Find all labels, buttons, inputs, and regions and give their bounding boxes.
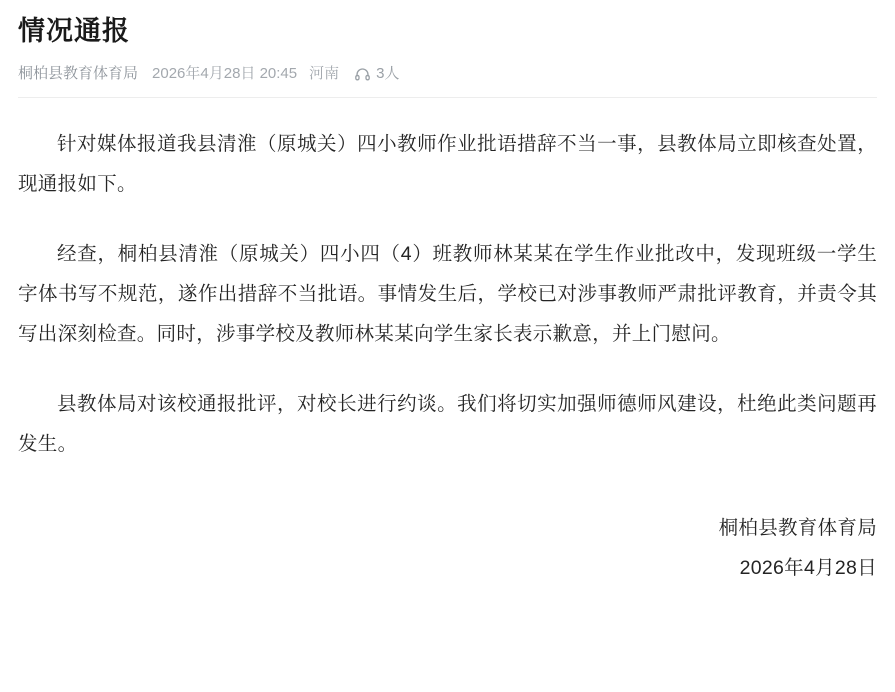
article-page <box>0 11 895 692</box>
paragraph: 县教体局对该校通报批评，对校长进行约谈。我们将切实加强师德师风建设，杜绝此类问题再发生。 <box>18 393 877 455</box>
signature-date: 2026年4月28日 <box>739 557 877 579</box>
page-title: 情况通报 <box>18 16 130 46</box>
paragraph: 经查，桐柏县清淮（原城关）四小四（4）班教师林某某在学生作业批改中，发现班级一学生字体书写不规范，遂作出措辞不当批语。事情发生后，学校已对涉事教师严肃批评教育，并责令其写出深刻检查。同时，涉事学校及教师林某某向学生家长表示歉意，并上门慰问。 <box>18 243 877 345</box>
header-divider <box>18 97 877 98</box>
listen-count: 3人 <box>376 65 400 82</box>
article-meta <box>18 62 877 83</box>
headphone-icon <box>355 67 371 81</box>
listen-control[interactable] <box>355 62 399 83</box>
meta-source: 桐柏县教育体育局 <box>18 65 139 82</box>
article-body <box>18 124 877 588</box>
meta-date: 2026年4月28日 20:45 <box>152 65 298 82</box>
signature-block <box>18 508 877 588</box>
paragraph: 针对媒体报道我县清淮（原城关）四小教师作业批语措辞不当一事，县教体局立即核查处置，现通报如下。 <box>18 133 877 195</box>
signature-org: 桐柏县教育体育局 <box>718 517 877 539</box>
meta-location: 河南 <box>309 65 340 82</box>
